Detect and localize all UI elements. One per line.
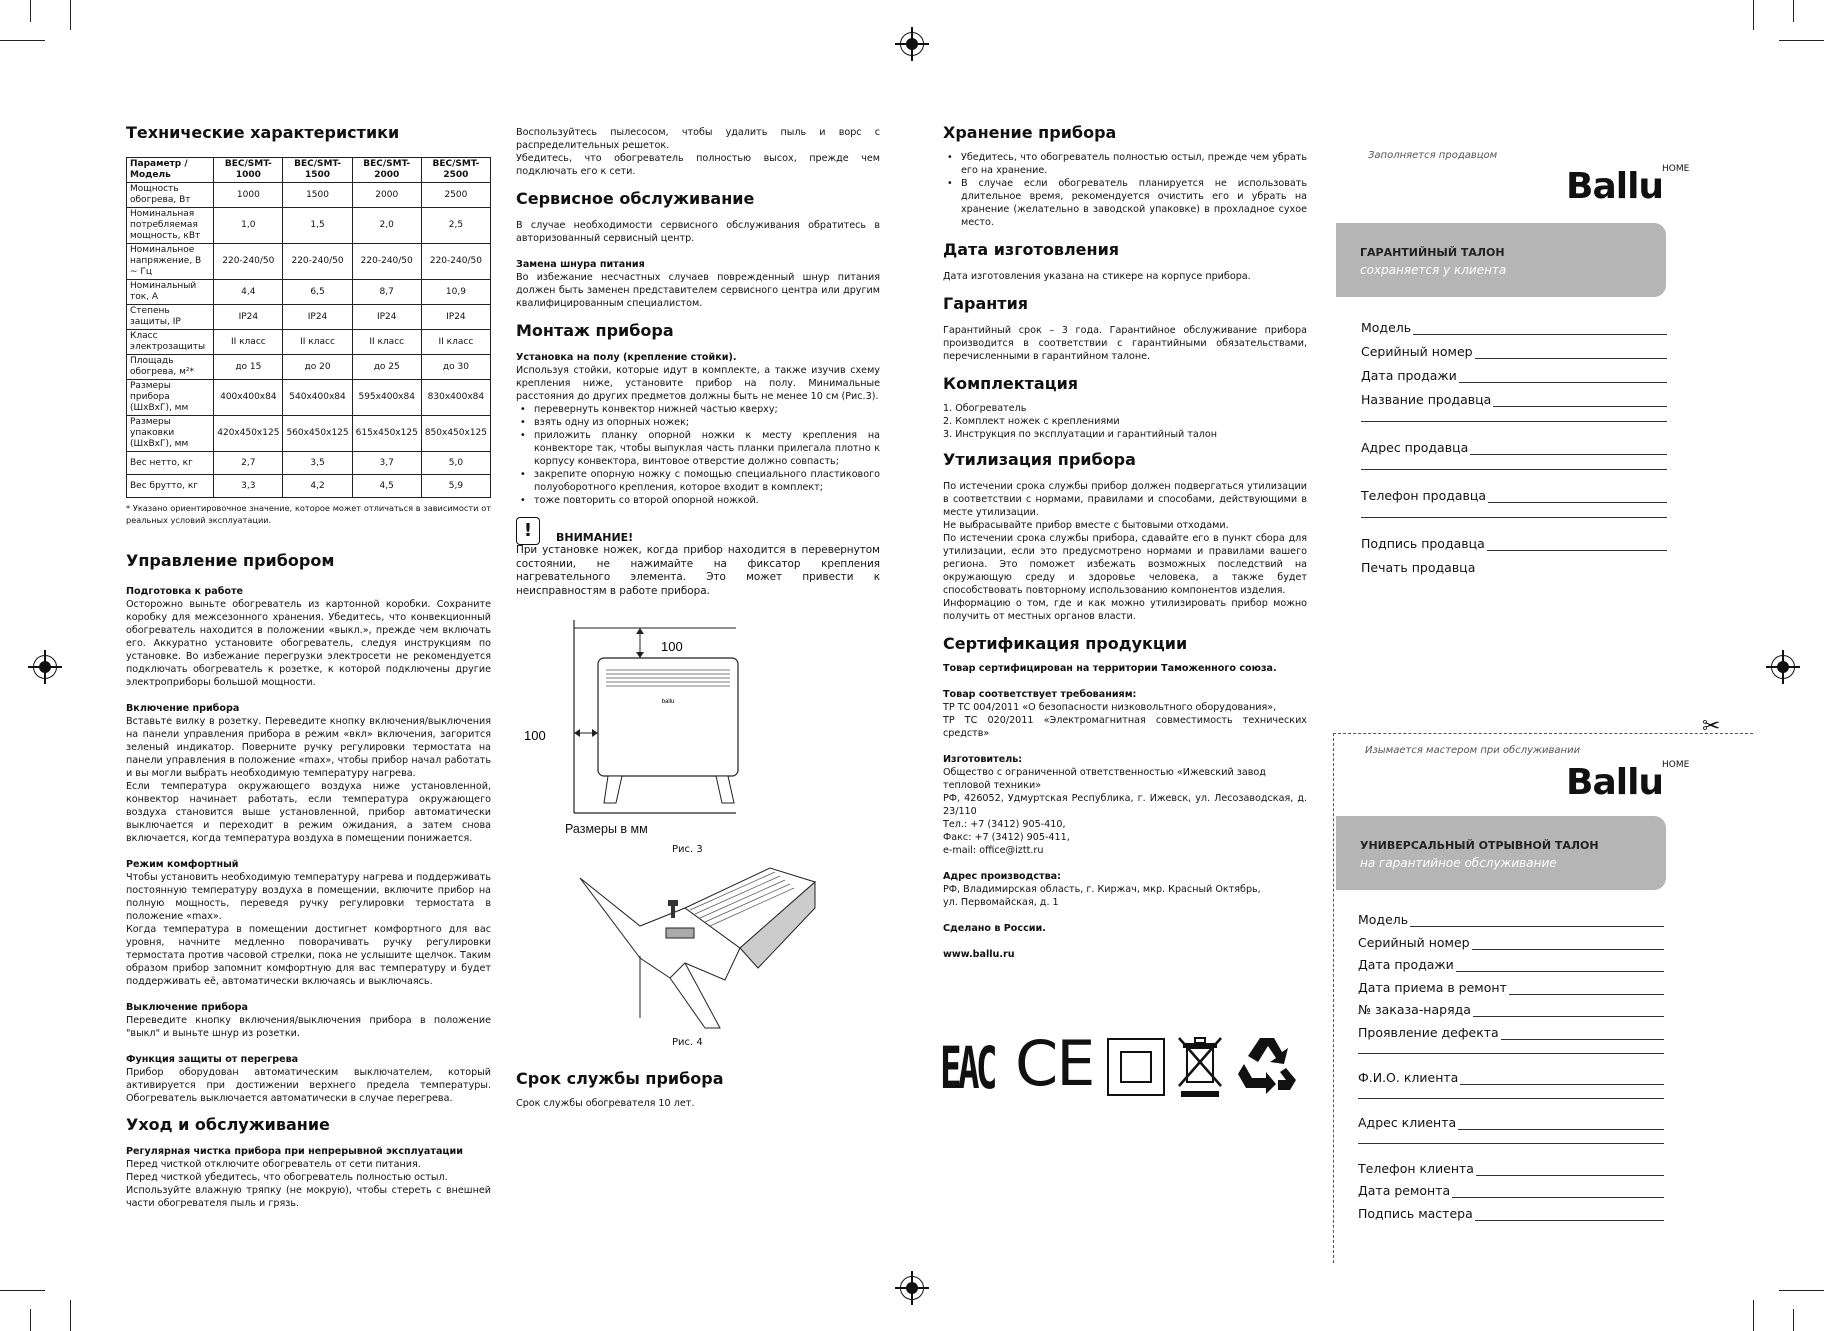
kit-title: Комплектация — [943, 374, 1079, 393]
form-field-line[interactable] — [1456, 970, 1664, 972]
table-cell: 5,9 — [421, 475, 490, 498]
table-row — [127, 330, 491, 355]
req-title: Товар соответствует требованиям: — [943, 689, 1137, 700]
list-item: • перевернуть конвектор нижней частью кверху; — [516, 403, 880, 416]
logo-text: Ballu — [1566, 166, 1664, 207]
table-cell: Номинальное напряжение, В ~ Гц — [127, 244, 214, 280]
table-cell: 615x450x125 — [352, 416, 421, 452]
table-cell: 540x400x84 — [283, 380, 352, 416]
column-1 — [126, 123, 491, 1210]
crop-mark — [70, 1300, 71, 1331]
table-cell: 595x400x84 — [352, 380, 421, 416]
registration-mark-icon — [900, 1276, 924, 1300]
off-title: Выключение прибора — [126, 1002, 248, 1013]
weee-bin-icon — [1177, 1034, 1223, 1098]
form-field-label: Модель — [1358, 912, 1409, 927]
crop-mark — [30, 1309, 31, 1331]
date-title: Дата изготовления — [943, 240, 1120, 259]
care-title: Уход и обслуживание — [126, 1115, 330, 1134]
table-cell: до 25 — [352, 355, 421, 380]
registration-mark-icon — [33, 655, 57, 679]
comfort-text-2: Когда температура в помещении достигнет комфортного для вас уровня, начните медленно поворачивать ручку регулировки термостата против часовой стрелки, пока не услышите щелчок. Таким образом прибор запомнит комфортную для вас температуру и будет поддерживать её, автоматически включаясь и выключаясь. — [126, 924, 491, 987]
service-card-header — [1336, 816, 1666, 890]
form-field-line[interactable] — [1458, 1128, 1664, 1130]
form-field[interactable] — [1358, 1002, 1664, 1017]
form-field[interactable] — [1358, 1025, 1664, 1040]
fig4-caption: Рис. 4 — [672, 1037, 703, 1048]
floor-text: Используя стойки, которые идут в комплекте, а также изучив схему крепления ниже, установите прибор на полу. Минимальные расстояния до других предметов должны быть не менее 10 см (Рис.3). — [516, 365, 880, 402]
table-cell: 220-240/50 — [421, 244, 490, 280]
table-cell: II класс — [283, 330, 352, 355]
overheat-title: Функция защиты от перегрева — [126, 1054, 299, 1065]
scissors-icon: ✂ — [1702, 714, 1721, 739]
table-cell: 5,0 — [421, 452, 490, 475]
cert-title: Сертификация продукции — [943, 634, 1188, 653]
table-row — [127, 355, 491, 380]
form-field-label: Дата ремонта — [1358, 1183, 1451, 1199]
card1-subtitle: сохраняется у клиента — [1360, 263, 1507, 277]
form-field-label: Дата продажи — [1361, 368, 1457, 383]
table-header-cell: Параметр / Модель — [127, 158, 214, 183]
table-row — [127, 280, 491, 305]
table-cell: Номинальная потребляемая мощность, кВт — [127, 208, 214, 244]
figure-4-leg-diagram — [580, 868, 820, 1030]
life-title: Срок службы прибора — [516, 1069, 724, 1088]
table-row — [127, 305, 491, 330]
table-cell: 4,2 — [283, 475, 352, 498]
disposal-title: Утилизация прибора — [943, 450, 1136, 469]
on-text-2: Если температура окружающего воздуха ниже установленной, конвектор начинает работать, если температура окружающего воздуха становится выше установленной, прибор автоматически выключается и переходит в режим ожидания, а затем снова включается, когда температура воздуха в помещении понижается. — [126, 781, 491, 844]
table-cell: 2000 — [352, 183, 421, 208]
table-cell: IP24 — [421, 305, 490, 330]
comfort-title: Режим комфортный — [126, 859, 239, 870]
table-cell: 3,3 — [214, 475, 283, 498]
form-field-line[interactable] — [1452, 1196, 1664, 1198]
form-field-line[interactable] — [1475, 357, 1667, 359]
form-field[interactable] — [1358, 1161, 1664, 1176]
disposal-text: По истечении срока службы прибор должен подвергаться утилизации в соответствии с нормами, правилами и способами, действующими в месте утилизации. — [943, 481, 1307, 518]
crop-mark — [1793, 1309, 1794, 1331]
column-3 — [943, 123, 1307, 961]
table-header-cell: BEC/SMT-2500 — [421, 158, 490, 183]
crop-mark — [1779, 1290, 1824, 1291]
form-field-label: Дата приема в ремонт — [1358, 979, 1507, 995]
form-field-extra-line[interactable] — [1361, 516, 1667, 518]
table-cell: 4,5 — [352, 475, 421, 498]
table-cell: II класс — [421, 330, 490, 355]
table-cell: Мощность обогрева, Вт — [127, 183, 214, 208]
list-item: • закрепите опорную ножку с помощью специального пластикового полуоборотного крепления, которое входит в комплект; — [516, 468, 880, 494]
fig3-units: Размеры в мм — [565, 822, 648, 836]
form-field-line[interactable] — [1493, 405, 1667, 407]
disposal-text-3: По истечении срока службы прибора, сдавайте его в пункт сбора для утилизации, если это предусмотрено нормами и правилами вашего региона. Это поможет избежать возможных последствий на окружающую среду и здоровье человека, а также будет способствовать повторному использованию компонентов изделия. — [943, 533, 1307, 596]
table-cell: 2500 — [421, 183, 490, 208]
storage-title: Хранение прибора — [943, 123, 1117, 142]
overheat-text: Прибор оборудован автоматическим выключателем, который активируется при достижении верхнего предела температуры. Обогреватель выключается автоматически в случае перегрева. — [126, 1067, 491, 1104]
table-cell: II класс — [214, 330, 283, 355]
table-cell: 850x450x125 — [421, 416, 490, 452]
form-field-extra-line[interactable] — [1358, 1142, 1664, 1144]
on-title: Включение прибора — [126, 703, 240, 714]
tech-title: Технические характеристики — [126, 123, 400, 142]
table-cell: Степень защиты, IP — [127, 305, 214, 330]
spec-table — [126, 157, 491, 498]
table-cell: 220-240/50 — [352, 244, 421, 280]
on-section — [126, 702, 491, 845]
kit-list — [943, 402, 1307, 441]
list-item: • взять одну из опорных ножек; — [516, 416, 880, 429]
fig3-brand: ballu — [661, 699, 675, 705]
seller-fills-note: Заполняется продавцом — [1368, 150, 1498, 161]
form-field-line[interactable] — [1472, 948, 1664, 950]
form-field-extra-line[interactable] — [1358, 1052, 1664, 1054]
column-2 — [516, 126, 880, 598]
crop-mark — [1779, 40, 1824, 41]
form-field-label: Адрес продавца — [1361, 440, 1469, 455]
fig3-top-dim: 100 — [661, 639, 683, 654]
table-cell: 4,4 — [214, 280, 283, 305]
form-field-label: Подпись мастера — [1358, 1205, 1473, 1221]
table-cell: 1,0 — [214, 208, 283, 244]
registration-mark-icon — [1771, 655, 1795, 679]
card2-title: УНИВЕРСАЛЬНЫЙ ОТРЫВНОЙ ТАЛОН — [1360, 839, 1599, 852]
maker-title: Изготовитель: — [943, 754, 1023, 765]
table-header-cell: BEC/SMT-1000 — [214, 158, 283, 183]
cut-line — [1333, 733, 1753, 734]
disposal-text-2: Не выбрасывайте прибор вместе с бытовыми отходами. — [943, 520, 1229, 531]
form-field-label: Проявление дефекта — [1358, 1025, 1499, 1040]
logo-sup: HOME — [1662, 164, 1690, 174]
table-cell: до 20 — [283, 355, 352, 380]
table-cell: 1,5 — [283, 208, 352, 244]
table-cell: Номинальный ток, А — [127, 280, 214, 305]
card2-subtitle: на гарантийное обслуживание — [1360, 856, 1557, 870]
form-field-label: Название продавца — [1361, 392, 1492, 407]
prod-line: ул. Первомайская, д. 1 — [943, 897, 1059, 908]
table-cell: IP24 — [352, 305, 421, 330]
clean-line: Перед чисткой отключите обогреватель от сети питания. — [126, 1159, 421, 1170]
crop-mark — [1753, 1300, 1754, 1331]
form-field-line[interactable] — [1509, 993, 1664, 995]
form-field[interactable] — [1361, 440, 1667, 455]
cert-text: Товар сертифицирован на территории Таможенного союза. — [943, 663, 1277, 674]
fig3-caption: Рис. 3 — [672, 844, 703, 855]
warning-block — [516, 517, 880, 598]
form-field[interactable] — [1361, 560, 1667, 575]
table-header-cell: BEC/SMT-2000 — [352, 158, 421, 183]
table-row — [127, 183, 491, 208]
mount-title: Монтаж прибора — [516, 321, 674, 340]
form-field-line[interactable] — [1488, 501, 1667, 503]
class-ii-icon — [1107, 1038, 1165, 1096]
clean-section — [126, 1145, 491, 1210]
list-item: 2. Комплект ножек с креплениями — [943, 416, 1120, 427]
disposal-text-4: Информацию о том, где и как можно утилизировать прибор можно получить от местных органов власти. — [943, 598, 1307, 622]
comfort-section — [126, 858, 491, 988]
table-row — [127, 208, 491, 244]
form-field[interactable] — [1358, 935, 1664, 950]
list-item: • В случае если обогреватель планируется не использовать длительное время, рекомендуется очистить его и убрать на хранение (желательно в заводской упаковке) в прохладное сухое место. — [943, 177, 1307, 229]
table-cell: 3,5 — [283, 452, 352, 475]
list-item: • тоже повторить со второй опорной ножкой. — [516, 494, 880, 507]
table-cell: 3,7 — [352, 452, 421, 475]
table-cell: IP24 — [214, 305, 283, 330]
table-row — [127, 475, 491, 498]
form-field-label: Серийный номер — [1358, 934, 1470, 950]
ballu-logo — [1566, 760, 1690, 803]
form-field-line[interactable] — [1459, 381, 1667, 383]
crop-mark — [70, 0, 71, 30]
form-field-line[interactable] — [1460, 1083, 1664, 1085]
table-cell: Площадь обогрева, м²* — [127, 355, 214, 380]
off-text: Переведите кнопку включения/выключения прибора в положение "выкл" и выньте шнур из розетки. — [126, 1015, 491, 1039]
form-field-label: Телефон клиента — [1358, 1160, 1474, 1176]
table-cell: 2,7 — [214, 452, 283, 475]
form-field-label: Ф.И.О. клиента — [1358, 1070, 1459, 1086]
form-field-extra-line[interactable] — [1361, 420, 1667, 422]
cord-text: Во избежание несчастных случаев поврежденный шнур питания должен быть заменен представителем сервисного центра или другим квалифицированным специалистом. — [516, 272, 880, 309]
crop-mark — [1753, 0, 1754, 30]
table-cell: 220-240/50 — [214, 244, 283, 280]
mount-steps — [516, 403, 880, 507]
form-field[interactable] — [1358, 1070, 1664, 1085]
life-text: Срок службы обогревателя 10 лет. — [516, 1098, 695, 1109]
table-cell: II класс — [352, 330, 421, 355]
table-header-row — [127, 158, 491, 183]
form-field[interactable] — [1358, 980, 1664, 995]
form-field[interactable] — [1358, 1206, 1664, 1221]
prod-line: РФ, Владимирская область, г. Киржач, мкр. Красный Октябрь, — [943, 884, 1261, 895]
form-field-line[interactable] — [1501, 1038, 1664, 1040]
clean-text: Используйте влажную тряпку (не мокрую), чтобы стереть с внешней части обогревателя пыль и грязь. — [126, 1185, 491, 1209]
eac-icon: EAC — [940, 1034, 994, 1102]
table-header-cell: BEC/SMT-1500 — [283, 158, 352, 183]
fig3-left-dim: 100 — [524, 728, 546, 743]
maker-line: РФ, 426052, Удмуртская Республика, г. Ижевск, ул. Лесозаводская, д. 23/110 — [943, 793, 1307, 817]
table-cell: 220-240/50 — [283, 244, 352, 280]
cord-title: Замена шнура питания — [516, 259, 645, 270]
table-row — [127, 416, 491, 452]
form-field-line[interactable] — [1470, 453, 1667, 455]
form-field[interactable] — [1361, 368, 1667, 383]
crop-mark — [1793, 0, 1794, 22]
form-field[interactable] — [1361, 392, 1667, 407]
vacuum-text: Воспользуйтесь пылесосом, чтобы удалить пыль и ворс с распределительных решеток. — [516, 127, 880, 151]
form-field[interactable] — [1361, 488, 1667, 503]
form-field[interactable] — [1361, 536, 1667, 551]
warning-text: При установке ножек, когда прибор находится в перевернутом состоянии, не нажимайте на фиксатор крепления нагревательного элемента. Это может привести к неисправностям в работе прибора. — [516, 544, 880, 597]
footnote: * Указано ориентировочное значение, которое может отличаться в зависимости от реальных условий эксплуатации. — [126, 503, 491, 525]
warning-icon: ! — [516, 517, 540, 545]
storage-list — [943, 151, 1307, 229]
form-field-line[interactable] — [1487, 549, 1667, 551]
crop-mark — [0, 1290, 45, 1291]
crop-mark — [30, 0, 31, 22]
maker-line: Тел.: +7 (3412) 905-410, — [943, 819, 1066, 830]
table-row — [127, 244, 491, 280]
off-section — [126, 1001, 491, 1040]
form-field-label: Подпись продавца — [1361, 536, 1485, 551]
service-life-section — [516, 1069, 880, 1110]
form-field-label: Печать продавца — [1361, 560, 1476, 575]
form-field-extra-line[interactable] — [1358, 1097, 1664, 1099]
recycle-icon — [1236, 1034, 1298, 1094]
form-field[interactable] — [1358, 957, 1664, 972]
table-cell: Размеры прибора (ШxВxГ), мм — [127, 380, 214, 416]
form-field-line[interactable] — [1473, 1015, 1664, 1017]
form-field-line[interactable] — [1413, 333, 1667, 335]
warranty-text: Гарантийный срок – 3 года. Гарантийное обслуживание прибора производится в соответствии с гарантийными обязательствами, перечисленными в гарантийном талоне. — [943, 325, 1307, 362]
table-cell: 2,0 — [352, 208, 421, 244]
table-cell: 8,7 — [352, 280, 421, 305]
form-field-extra-line[interactable] — [1361, 468, 1667, 470]
ce-icon: CE — [1015, 1027, 1094, 1100]
clean-line: Перед чисткой убедитесь, что обогреватель полностью остыл. — [126, 1172, 448, 1183]
warning-title: ВНИМАНИЕ! — [556, 531, 634, 544]
maker-line: Общество с ограниченной ответственностью «Ижевский завод тепловой техники» — [943, 767, 1266, 791]
date-text: Дата изготовления указана на стикере на корпусе прибора. — [943, 271, 1251, 282]
comfort-text: Чтобы установить необходимую температуру нагрева и поддерживать постоянную температуру воздуха в помещении, включите прибор на полную мощность, переведя ручку регулировки термостата в положение «max». — [126, 872, 491, 922]
table-cell: до 15 — [214, 355, 283, 380]
warranty-card-header — [1336, 223, 1666, 297]
list-item: • Убедитесь, что обогреватель полностью остыл, прежде чем убрать его на хранение. — [943, 151, 1307, 177]
table-cell: 830x400x84 — [421, 380, 490, 416]
table-cell: 2,5 — [421, 208, 490, 244]
table-cell: 6,5 — [283, 280, 352, 305]
table-row — [127, 452, 491, 475]
table-cell: 1500 — [283, 183, 352, 208]
form-field[interactable] — [1358, 1183, 1664, 1198]
form-field-label: Дата продажи — [1358, 957, 1454, 973]
form-field-line[interactable] — [1475, 1219, 1664, 1221]
warranty-title: Гарантия — [943, 294, 1029, 313]
ballu-logo — [1566, 164, 1690, 207]
overheat-section — [126, 1053, 491, 1105]
table-cell: 400x400x84 — [214, 380, 283, 416]
list-item: 1. Обогреватель — [943, 403, 1027, 414]
prep-section — [126, 585, 491, 689]
table-row — [127, 380, 491, 416]
table-cell: 560x450x125 — [283, 416, 352, 452]
website: www.ballu.ru — [943, 949, 1015, 960]
table-cell: 1000 — [214, 183, 283, 208]
registration-mark-icon — [900, 32, 924, 56]
made-in: Сделано в России. — [943, 923, 1046, 934]
table-cell: Размеры упаковки (ШxВxГ), мм — [127, 416, 214, 452]
table-cell: 10,9 — [421, 280, 490, 305]
list-item: 3. Инструкция по эксплуатации и гарантийный талон — [943, 429, 1218, 440]
form-field-line[interactable] — [1410, 925, 1664, 927]
form-field[interactable] — [1361, 344, 1667, 359]
on-text: Вставьте вилку в розетку. Переведите кнопку включения/выключения на панели управления прибора в режим «вкл» включения, загорится зеленый индикатор. Поверните ручку регулировки термостата на панели управления в положение «max», чтобы прибор начал работать и вы могли выбрать необходимую температуру нагрева. — [126, 716, 491, 779]
figure-3-install-diagram — [524, 618, 746, 838]
dry-text: Убедитесь, что обогреватель полностью высох, прежде чем подключать его к сети. — [516, 153, 880, 177]
table-cell: до 30 — [421, 355, 490, 380]
table-cell: Вес брутто, кг — [127, 475, 214, 498]
form-field[interactable] — [1358, 1115, 1664, 1130]
table-cell: Класс электрозащиты — [127, 330, 214, 355]
table-cell: IP24 — [283, 305, 352, 330]
master-removes-note: Изымается мастером при обслуживании — [1365, 745, 1581, 756]
maker-line: Факс: +7 (3412) 905-411, — [943, 832, 1070, 843]
form-field[interactable] — [1358, 912, 1664, 927]
form-field-label: Телефон продавца — [1361, 488, 1487, 503]
control-title: Управление прибором — [126, 551, 335, 570]
service-text: В случае необходимости сервисного обслуживания обратитесь в авторизованный сервисный центр. — [516, 220, 880, 244]
service-title: Сервисное обслуживание — [516, 189, 755, 208]
floor-title: Установка на полу (крепление стойки). — [516, 352, 737, 363]
form-field-line[interactable] — [1476, 1174, 1664, 1176]
clean-title: Регулярная чистка прибора при непрерывной эксплуатации — [126, 1146, 463, 1157]
req-line: ТР ТС 020/2011 «Электромагнитная совместимость технических средств» — [943, 715, 1307, 739]
logo-sup: HOME — [1662, 760, 1690, 770]
req-line: ТР ТС 004/2011 «О безопасности низковольтного оборудования», — [943, 702, 1277, 713]
card1-title: ГАРАНТИЙНЫЙ ТАЛОН — [1360, 246, 1505, 259]
form-field-label: Серийный номер — [1361, 344, 1473, 359]
logo-text: Ballu — [1566, 762, 1664, 803]
form-field-label: Модель — [1361, 320, 1412, 335]
prod-title: Адрес производства: — [943, 871, 1061, 882]
form-field-label: Адрес клиента — [1358, 1115, 1457, 1131]
prep-text: Осторожно выньте обогреватель из картонной коробки. Сохраните коробку для межсезонного хранения. Убедитесь, что конвекционный обогреватель находится в положении «выкл.», прежде чем включать его. Аккуратно установите обогреватель, следуя инструкциям по установке. Во избежание перегрузки электросети не рекомендуется подключать обогреватель к розетке, к которой подключены другие электроприборы большой мощности. — [126, 599, 491, 688]
crop-mark — [0, 40, 45, 41]
maker-line: e-mail: office@iztt.ru — [943, 845, 1044, 856]
form-field-label: № заказа-наряда — [1358, 1002, 1471, 1018]
cut-line-vertical — [1333, 733, 1334, 1263]
prep-title: Подготовка к работе — [126, 586, 244, 597]
form-field[interactable] — [1361, 320, 1667, 335]
table-cell: 420x450x125 — [214, 416, 283, 452]
table-cell: Вес нетто, кг — [127, 452, 214, 475]
list-item: • приложить планку опорной ножки к месту крепления на конвекторе так, чтобы выпуклая часть планки прилегала плотно к корпусу конвектора, винтовое отверстие должно совпасть; — [516, 429, 880, 468]
